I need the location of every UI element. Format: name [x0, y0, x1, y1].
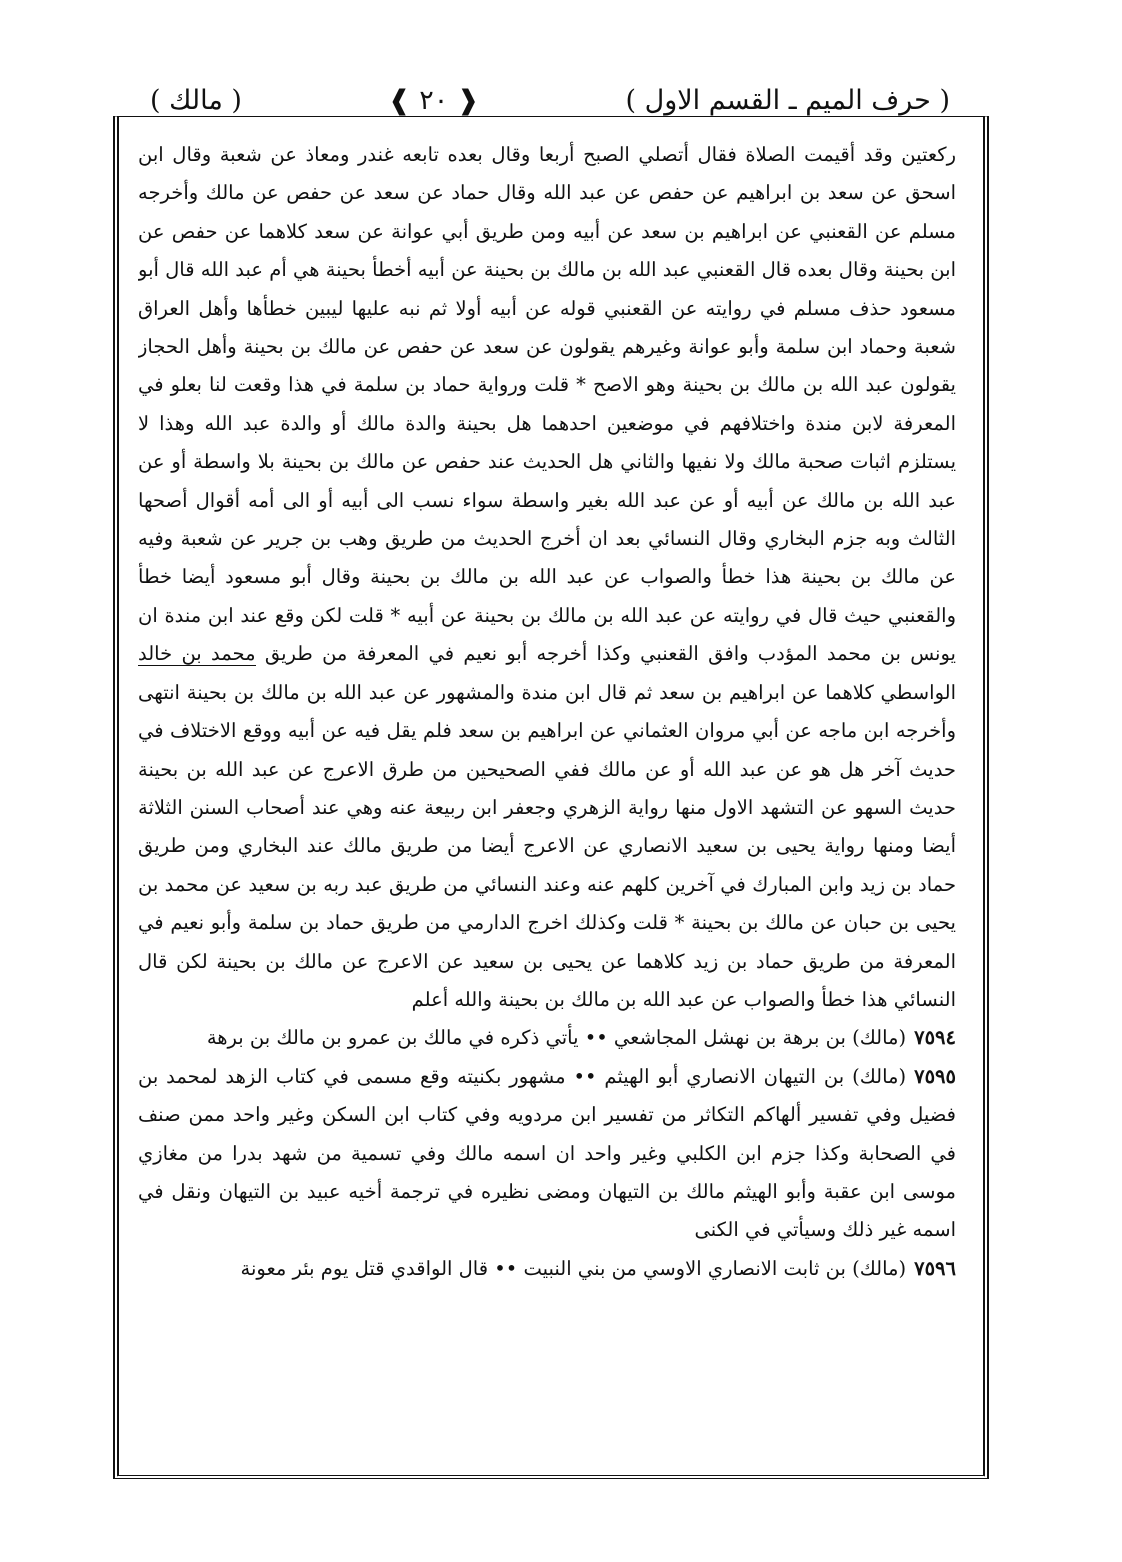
- underlined-name: محمد بن خالد: [138, 642, 256, 666]
- main-paragraph: [138, 136, 956, 1019]
- page-body: [138, 136, 956, 1456]
- entry-7596: [138, 1250, 956, 1288]
- page-number: ❰ ٢٠ ❱: [387, 84, 480, 116]
- entry-text: (مالك) بن برهة بن نهشل المجاشعي •• يأتي ذكره في مالك بن عمرو بن مالك بن برهة: [206, 1026, 907, 1050]
- entry-7594: [138, 1019, 956, 1057]
- entry-7595: [138, 1058, 956, 1250]
- entry-number: ٧٥٩٤: [914, 1026, 956, 1050]
- entry-text: (مالك) بن التيهان الانصاري أبو الهيثم •• مشهور بكنيته وقع مسمى في كتاب الزهد لمحمد بن فضيل وفي تفسير ألهاكم التكاثر من تفسير ابن مردويه وفي كتاب ابن السكن وغير واحد ممن صنف في الصحابة وكذا جزم ابن الكلبي وغير واحد ان اسمه مالك وفي تسمية من شهد بدرا من مغازي موسى ابن عقبة وأبو الهيثم مالك بن التيهان ومضى نظيره في ترجمة أخيه عبيد بن التيهان ونقل في اسمه غير ذلك وسيأتي في الكنى: [138, 1064, 956, 1242]
- main-text-continued: الواسطي كلاهما عن ابراهيم بن سعد ثم قال ابن مندة والمشهور عن عبد الله بن مالك بن بحينة انتهى وأخرجه ابن ماجه عن أبي مروان العثماني عن ابراهيم بن سعد فلم يقل فيه عن أبيه ووقع الاختلاف في حديث آخر هل هو عن عبد الله أو عن مالك ففي الصحيحين من طرق الاعرج عن عبد الله بن بحينة حديث السهو عن التشهد الاول منها رواية الزهري وجعفر ابن ربيعة عنه وهي عند أصحاب السنن الثلاثة أيضا ومنها رواية يحيى بن سعيد الانصاري عن الاعرج أيضا من طريق مالك عند البخاري ومن طريق حماد بن زيد وابن المبارك في آخرين كلهم عنه وعند النسائي من طريق عبد ربه بن سعيد عن محمد بن يحيى بن حبان عن مالك بن بحينة * قلت وكذلك اخرج الدارمي من طريق حماد بن سلمة وأبو نعيم في المعرفة من طريق حماد بن زيد كلاهما عن يحيى بن سعيد عن الاعرج عن مالك بن بحينة لكن قال النسائي هذا خطأ والصواب عن عبد الله بن مالك بن بحينة والله أعلم: [138, 680, 956, 1011]
- entry-title: ( مالك ): [150, 84, 242, 116]
- entry-number: ٧٥٩٦: [914, 1256, 956, 1280]
- entry-text: (مالك) بن ثابت الانصاري الاوسي من بني النبيت •• قال الواقدي قتل يوم بئر معونة: [240, 1256, 907, 1280]
- main-text: ركعتين وقد أقيمت الصلاة فقال أتصلي الصبح أربعا وقال بعده تابعه غندر ومعاذ عن شعبة وقال ابن اسحق عن سعد بن ابراهيم عن حفص عن عبد الله وقال حماد عن سعد عن حفص عن مالك وأخرجه مسلم عن القعنبي عن ابراهيم بن سعد عن أبيه ومن طريق أبي عوانة عن سعد كلاهما عن حفص عن ابن بحينة وقال بعده قال القعنبي عبد الله بن مالك بن بحينة عن أبيه أخطأ بحينة هي أم عبد الله قال أبو مسعود حذف مسلم في روايته عن القعنبي قوله عن أبيه أولا ثم نبه عليها ليبين خطأها وأهل العراق شعبة وحماد ابن سلمة وأبو عوانة وغيرهم يقولون عن سعد عن حفص عن مالك بن بحينة وأهل الحجاز يقولون عبد الله بن مالك بن بحينة وهو الاصح * قلت ورواية حماد بن سلمة في هذا وقعت لنا بعلو في المعرفة لابن مندة واختلافهم في موضعين احدهما هل بحينة والدة مالك أو والدة عبد الله وهذا لا يستلزم اثبات صحبة مالك ولا نفيها والثاني هل الحديث عند حفص عن مالك بن بحينة بلا واسطة أو عن عبد الله بن مالك عن أبيه أو عن عبد الله بغير واسطة سواء نسب الى أبيه أو الى أمه أقوال أصحها الثالث وبه جزم البخاري وقال النسائي بعد ان أخرج الحديث من طريق وهب بن جرير عن شعبة وفيه عن مالك بن بحينة هذا خطأ والصواب عن عبد الله بن مالك بن بحينة وقال أبو مسعود أيضا خطأ والقعنبي حيث قال في روايته عن عبد الله بن مالك بن بحينة عن أبيه * قلت لكن وقع عند ابن مندة ان يونس بن محمد المؤدب وافق القعنبي وكذا أخرجه أبو نعيم في المعرفة من طريق: [138, 143, 956, 666]
- section-title: ( حرف الميم ـ القسم الاول ): [625, 84, 950, 116]
- entry-number: ٧٥٩٥: [914, 1064, 956, 1088]
